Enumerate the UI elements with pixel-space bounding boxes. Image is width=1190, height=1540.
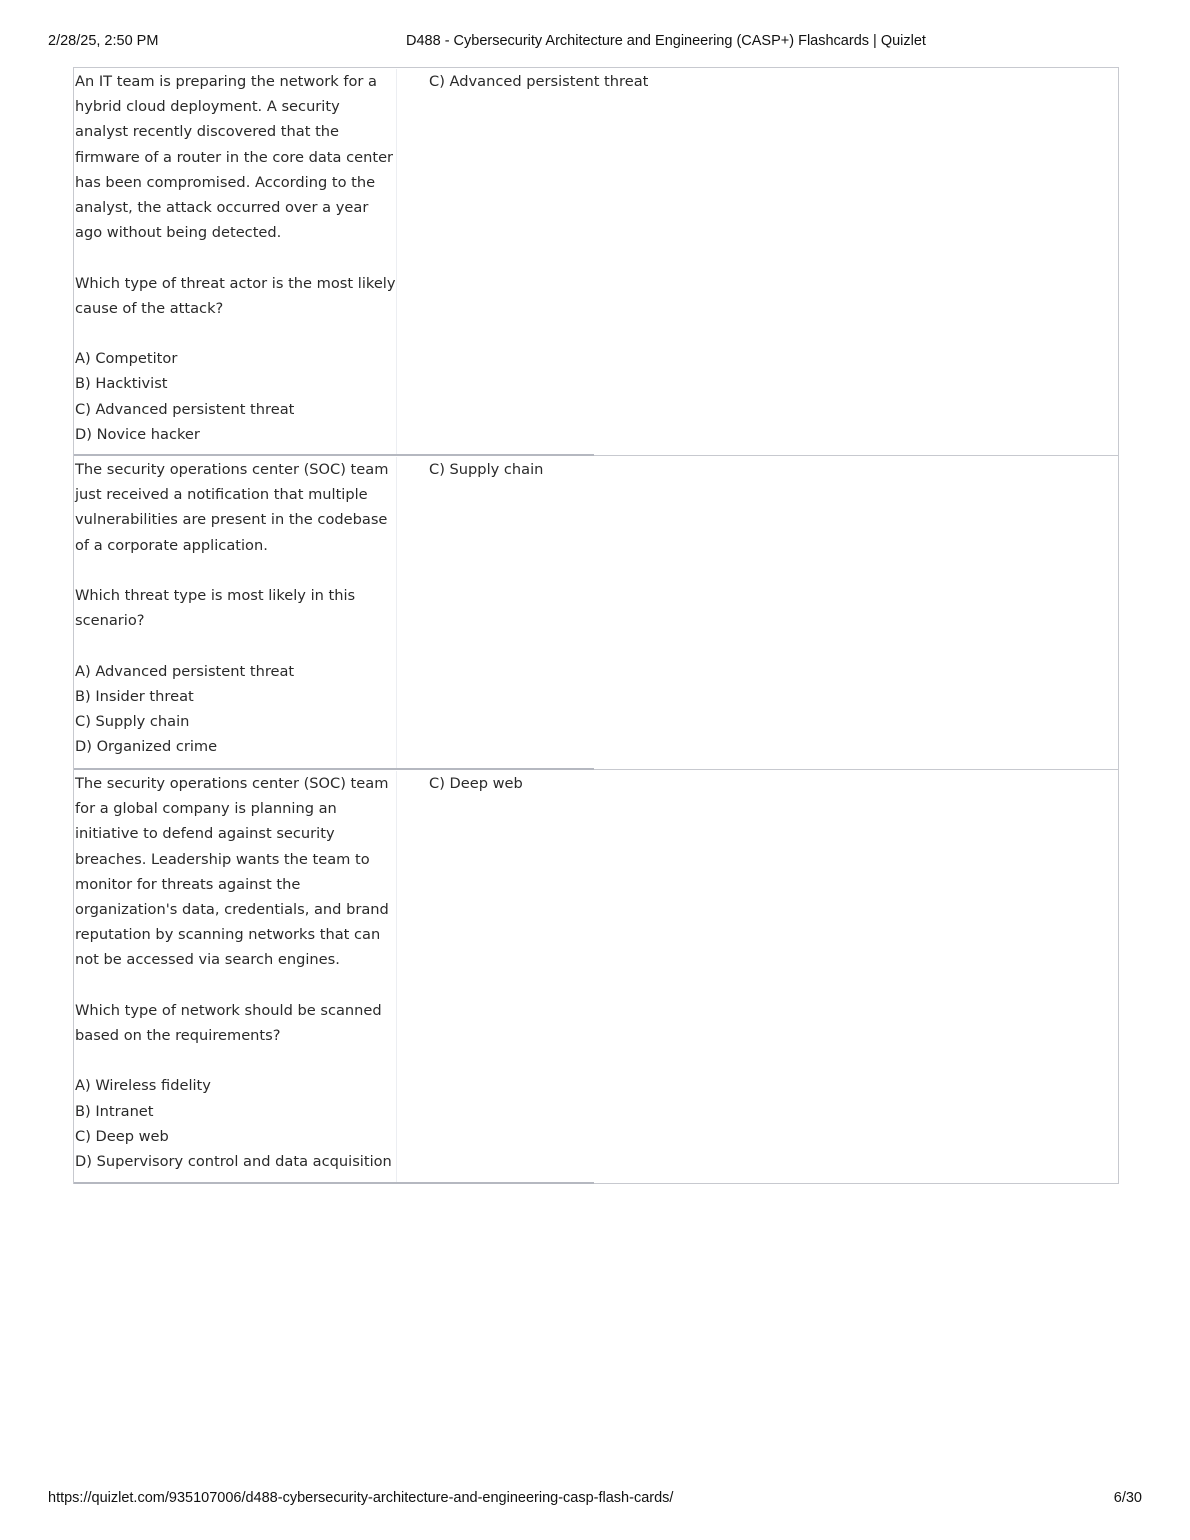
page-url: https://quizlet.com/935107006/d488-cybersecurity-architecture-and-engineering-casp-flash-cards/ — [48, 1490, 674, 1506]
answer-option: B) Intranet — [75, 1102, 154, 1120]
answer-option: C) Supply chain — [75, 713, 190, 730]
question-line: monitor for threats against the — [75, 875, 301, 893]
question-line: for a global company is planning an — [75, 800, 337, 818]
flashcard-question — [74, 771, 397, 1183]
row-divider — [74, 1182, 594, 1184]
page-number: 6/30 — [1113, 1490, 1142, 1506]
print-header — [48, 33, 1142, 53]
prompt-line: Which type of threat actor is the most likely — [75, 274, 396, 292]
question-line: just received a notification that multiple — [75, 486, 368, 504]
answer-option: B) Insider threat — [75, 687, 194, 705]
answer-option: A) Wireless fidelity — [75, 1077, 211, 1095]
question-line: breaches. Leadership wants the team to — [75, 850, 370, 868]
document-title: D488 - Cybersecurity Architecture and Engineering (CASP+) Flashcards | Quizlet — [406, 33, 926, 49]
flashcard-row — [74, 68, 1118, 456]
flashcard-question — [74, 69, 397, 455]
answer-option: D) Supervisory control and data acquisition — [75, 1153, 392, 1171]
flashcard-row — [74, 456, 1118, 770]
answer-option: D) Organized crime — [75, 738, 218, 756]
flashcard-table — [73, 67, 1119, 1184]
flashcard-question — [74, 457, 397, 769]
answer-option: B) Hacktivist — [75, 375, 168, 393]
answer-option: C) Advanced persistent threat — [75, 400, 295, 418]
question-line: not be accessed via search engines. — [75, 951, 340, 969]
answer-option: D) Novice hacker — [75, 425, 200, 443]
question-line: analyst recently discovered that the — [75, 123, 340, 141]
flashcard-row — [74, 770, 1118, 1183]
question-line: vulnerabilities are present in the codebase — [75, 511, 388, 529]
question-line: organization's data, credentials, and brand — [75, 901, 389, 919]
flashcard-answer: C) Deep web — [429, 775, 523, 792]
answer-option: A) Competitor — [75, 350, 178, 368]
question-line: hybrid cloud deployment. A security — [75, 98, 340, 116]
print-footer — [48, 1490, 1142, 1510]
question-line: analyst, the attack occurred over a year — [75, 199, 369, 217]
prompt-line: scenario? — [75, 612, 145, 630]
question-line: of a corporate application. — [75, 536, 268, 554]
question-line: reputation by scanning networks that can — [75, 926, 381, 944]
question-line: The security operations center (SOC) team — [75, 775, 389, 792]
flashcard-answer: C) Supply chain — [429, 461, 544, 478]
prompt-line: Which type of network should be scanned — [75, 1001, 382, 1019]
prompt-line: cause of the attack? — [75, 299, 224, 317]
question-line: firmware of a router in the core data center — [75, 148, 394, 166]
prompt-line: Which threat type is most likely in this — [75, 587, 356, 604]
flashcard-answer: C) Advanced persistent threat — [429, 73, 649, 90]
question-line: initiative to defend against security — [75, 825, 335, 843]
question-line: ago without being detected. — [75, 224, 282, 242]
question-line: has been compromised. According to the — [75, 173, 376, 191]
prompt-line: based on the requirements? — [75, 1027, 281, 1045]
answer-option: C) Deep web — [75, 1127, 169, 1145]
print-datetime: 2/28/25, 2:50 PM — [48, 33, 159, 49]
answer-option: A) Advanced persistent threat — [75, 662, 295, 680]
question-line: The security operations center (SOC) team — [75, 461, 389, 478]
question-line: An IT team is preparing the network for a — [75, 73, 378, 90]
